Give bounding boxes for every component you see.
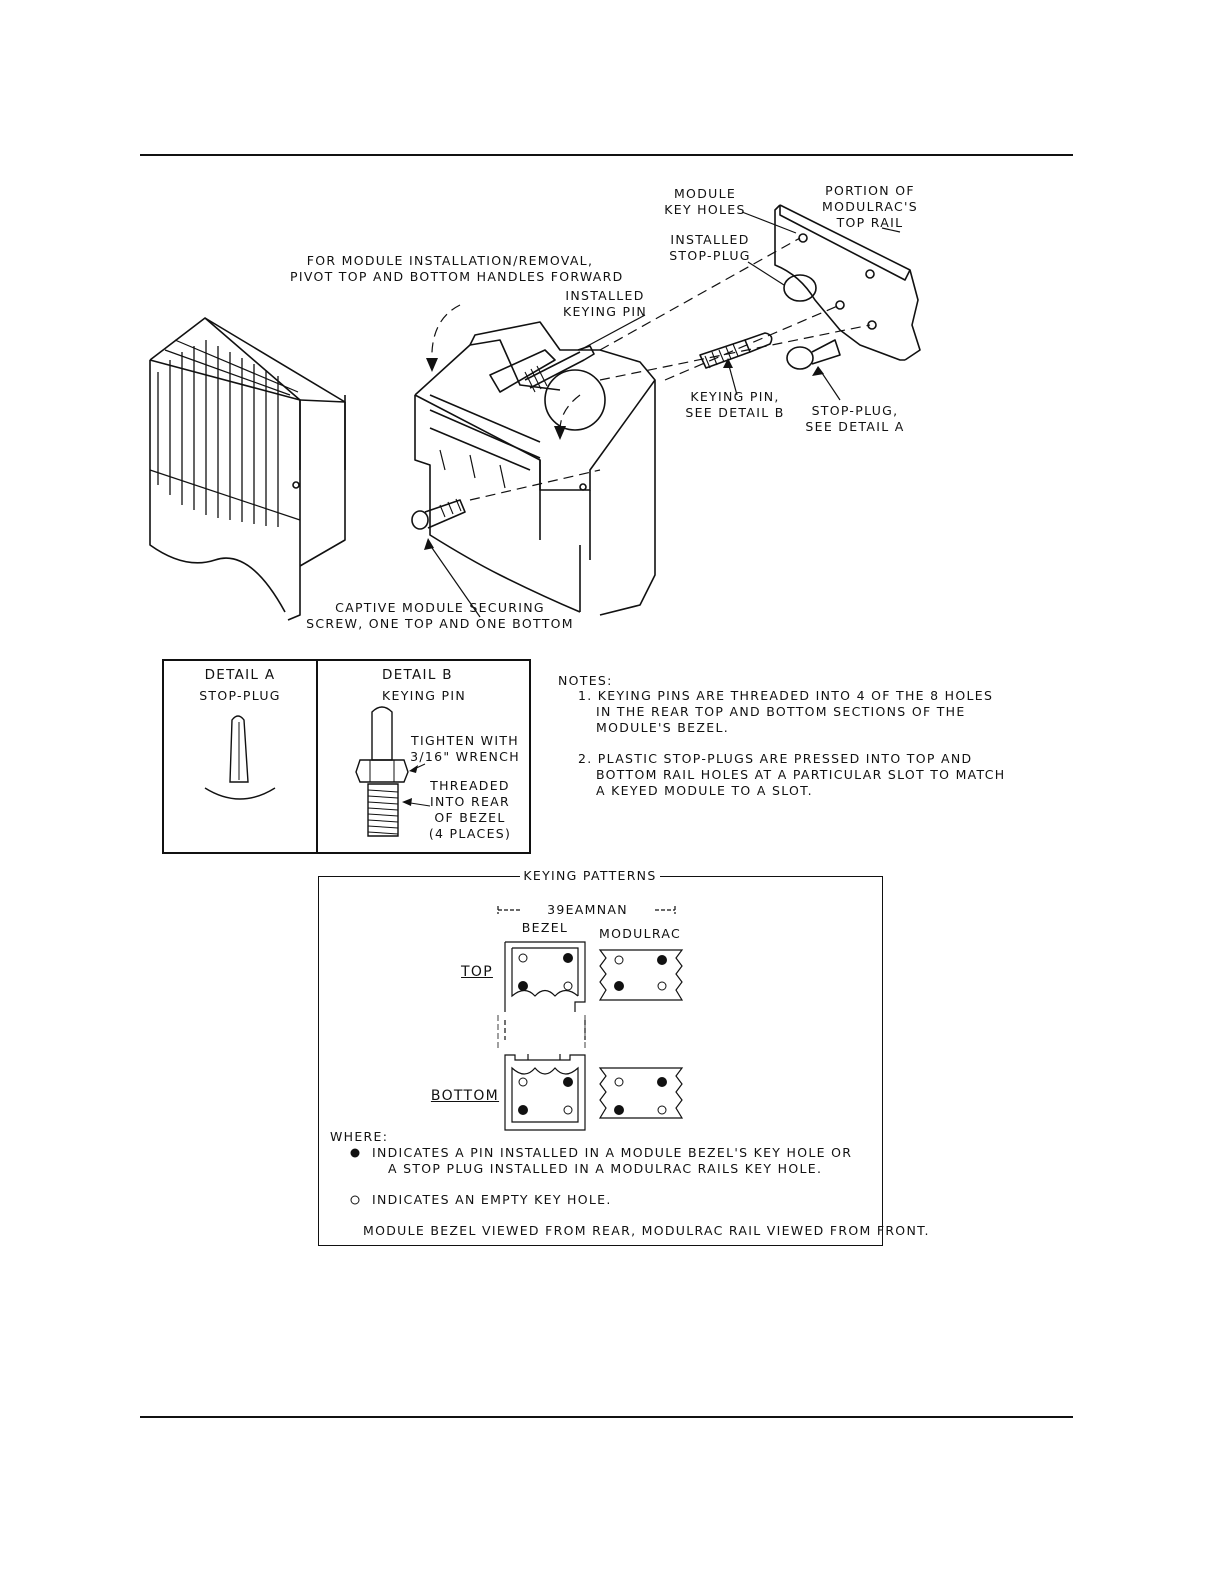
keying-model-label: 39EAMNAN (547, 902, 628, 917)
detail-b-threaded-label: THREADED INTO REAR OF BEZEL (4 PLACES) (428, 778, 512, 841)
keying-footer-text: MODULE BEZEL VIEWED FROM REAR, MODULRAC RAIL VIEWED FROM FRONT. (363, 1223, 930, 1238)
label-keying-pin-detail: KEYING PIN, SEE DETAIL B (685, 389, 785, 420)
detail-b-subtitle: KEYING PIN (382, 688, 467, 703)
label-captive-screw: CAPTIVE MODULE SECURING SCREW, ONE TOP AND ONE BOTTOM (306, 600, 574, 631)
note-2: 2. PLASTIC STOP-PLUGS ARE PRESSED INTO TOP AND BOTTOM RAIL HOLES AT A PARTICULAR SLOT TO MATCH A KEYED MODULE TO A SLOT. (578, 751, 1006, 798)
detail-b-tighten-label: TIGHTEN WITH 3/16" WRENCH (410, 733, 520, 764)
label-installed-stop-plug: INSTALLED STOP-PLUG (669, 232, 751, 263)
center-module (415, 322, 655, 615)
label-module-key-holes: MODULE KEY HOLES (664, 186, 746, 217)
detail-b-title: DETAIL B (382, 667, 453, 683)
detail-a-subtitle: STOP-PLUG (199, 688, 281, 703)
column-bezel-label: BEZEL (521, 920, 569, 935)
note-1: 1. KEYING PINS ARE THREADED INTO 4 OF THE 8 HOLES IN THE REAR TOP AND BOTTOM SECTIONS OF THE MODULE'S BEZEL. (578, 688, 994, 735)
legend-filled-text: INDICATES A PIN INSTALLED IN A MODULE BEZEL'S KEY HOLE OR A STOP PLUG INSTALLED IN A MODULRAC RAILS KEY HOLE. (372, 1145, 853, 1176)
label-installation-note: FOR MODULE INSTALLATION/REMOVAL, PIVOT TOP AND BOTTOM HANDLES FORWARD (290, 253, 624, 284)
installed-module-left (150, 318, 345, 620)
keying-patterns-title: KEYING PATTERNS (520, 868, 660, 884)
label-portion-top-rail: PORTION OF MODULRAC'S TOP RAIL (822, 183, 918, 230)
notes-heading: NOTES: (558, 673, 613, 688)
row-bottom-label: BOTTOM (430, 1088, 500, 1104)
label-installed-keying-pin: INSTALLED KEYING PIN (562, 288, 647, 319)
where-label: WHERE: (330, 1129, 389, 1144)
label-stop-plug-detail: STOP-PLUG, SEE DETAIL A (805, 403, 905, 434)
captive-screw (412, 499, 465, 529)
column-modulrac-label: MODULRAC (598, 926, 681, 941)
exploded-view-drawing (0, 0, 1224, 660)
row-top-label: TOP (461, 964, 493, 980)
bottom-rule (140, 1416, 1073, 1418)
stop-plug-loose (787, 340, 840, 369)
legend-empty-text: INDICATES AN EMPTY KEY HOLE. (372, 1192, 612, 1207)
detail-a-title: DETAIL A (204, 667, 276, 683)
